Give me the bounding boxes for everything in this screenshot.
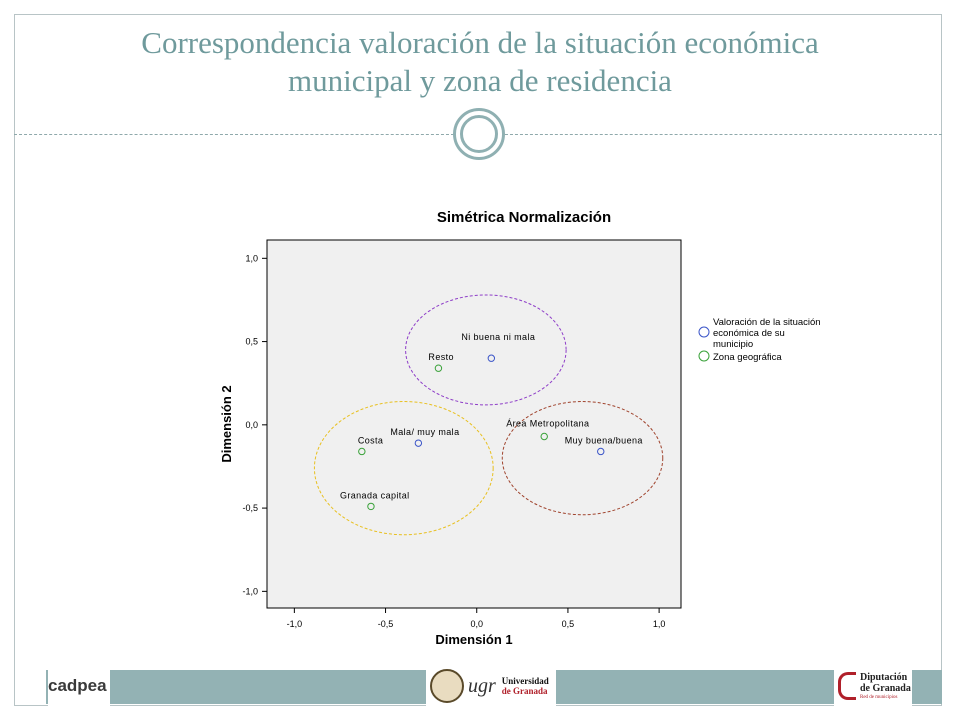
point-label-resto: Resto bbox=[428, 352, 454, 363]
university-seal-icon bbox=[430, 669, 464, 703]
point-label-mala-muy-mala: Mala/ muy mala bbox=[390, 427, 460, 438]
chart-title: Simétrica Normalización bbox=[436, 209, 612, 226]
chart-legend bbox=[699, 317, 823, 363]
university-name bbox=[502, 676, 549, 696]
x-tick-label: 0,0 bbox=[470, 619, 483, 629]
diputacion-name-line-1: Diputación bbox=[860, 671, 908, 683]
ugr-logo bbox=[426, 666, 556, 706]
y-tick-label: 0,5 bbox=[245, 336, 258, 347]
diputacion-subtitle: Red de municipios bbox=[860, 694, 898, 700]
diputacion-name-line-2: de Granada bbox=[860, 682, 911, 694]
slide-title-line-2: municipal y zona de residencia bbox=[288, 63, 672, 98]
y-tick-label: 0,0 bbox=[245, 419, 258, 430]
y-axis-label: Dimensión 2 bbox=[219, 385, 234, 463]
x-tick-label: 0,5 bbox=[561, 619, 575, 629]
diputacion-logo bbox=[834, 666, 912, 706]
legend-marker-zona bbox=[699, 351, 709, 361]
legend-label-zona: Zona geográfica bbox=[713, 352, 782, 363]
x-axis-label: Dimensión 1 bbox=[435, 632, 513, 647]
point-label-ni-buena-ni-mala: Ni buena ni mala bbox=[461, 332, 536, 343]
ugr-logo-text: ugr bbox=[468, 674, 496, 697]
legend-marker-valoracion bbox=[699, 327, 709, 337]
point-label-costa: Costa bbox=[357, 435, 384, 446]
point-label-muy-buena-buena: Muy buena/buena bbox=[564, 435, 643, 446]
point-label-area-metropolitana: Área Metropolitana bbox=[506, 418, 590, 429]
cadpea-logo bbox=[48, 666, 110, 706]
slide-title-line-1: Correspondencia valoración de la situación económica bbox=[141, 25, 819, 60]
x-tick-label: -0,5 bbox=[377, 619, 394, 629]
diputacion-mark-icon bbox=[838, 672, 856, 700]
x-tick-label: 1,0 bbox=[652, 619, 666, 629]
y-tick-label: -1,0 bbox=[242, 586, 258, 597]
y-tick-label: -0,5 bbox=[242, 503, 258, 514]
legend-label-valoracion: Valoración de la situación económica de su municipio bbox=[713, 317, 821, 350]
university-name-line-2: de Granada bbox=[501, 686, 548, 696]
point-label-granada-capital: Granada capital bbox=[339, 490, 410, 501]
plot-area bbox=[267, 240, 681, 608]
university-name-line-1: Universidad bbox=[501, 676, 549, 686]
diputacion-name bbox=[860, 672, 911, 701]
cadpea-logo-text: cadpea bbox=[48, 676, 107, 695]
y-tick-label: 1,0 bbox=[245, 253, 258, 264]
x-tick-label: -1,0 bbox=[286, 619, 303, 629]
